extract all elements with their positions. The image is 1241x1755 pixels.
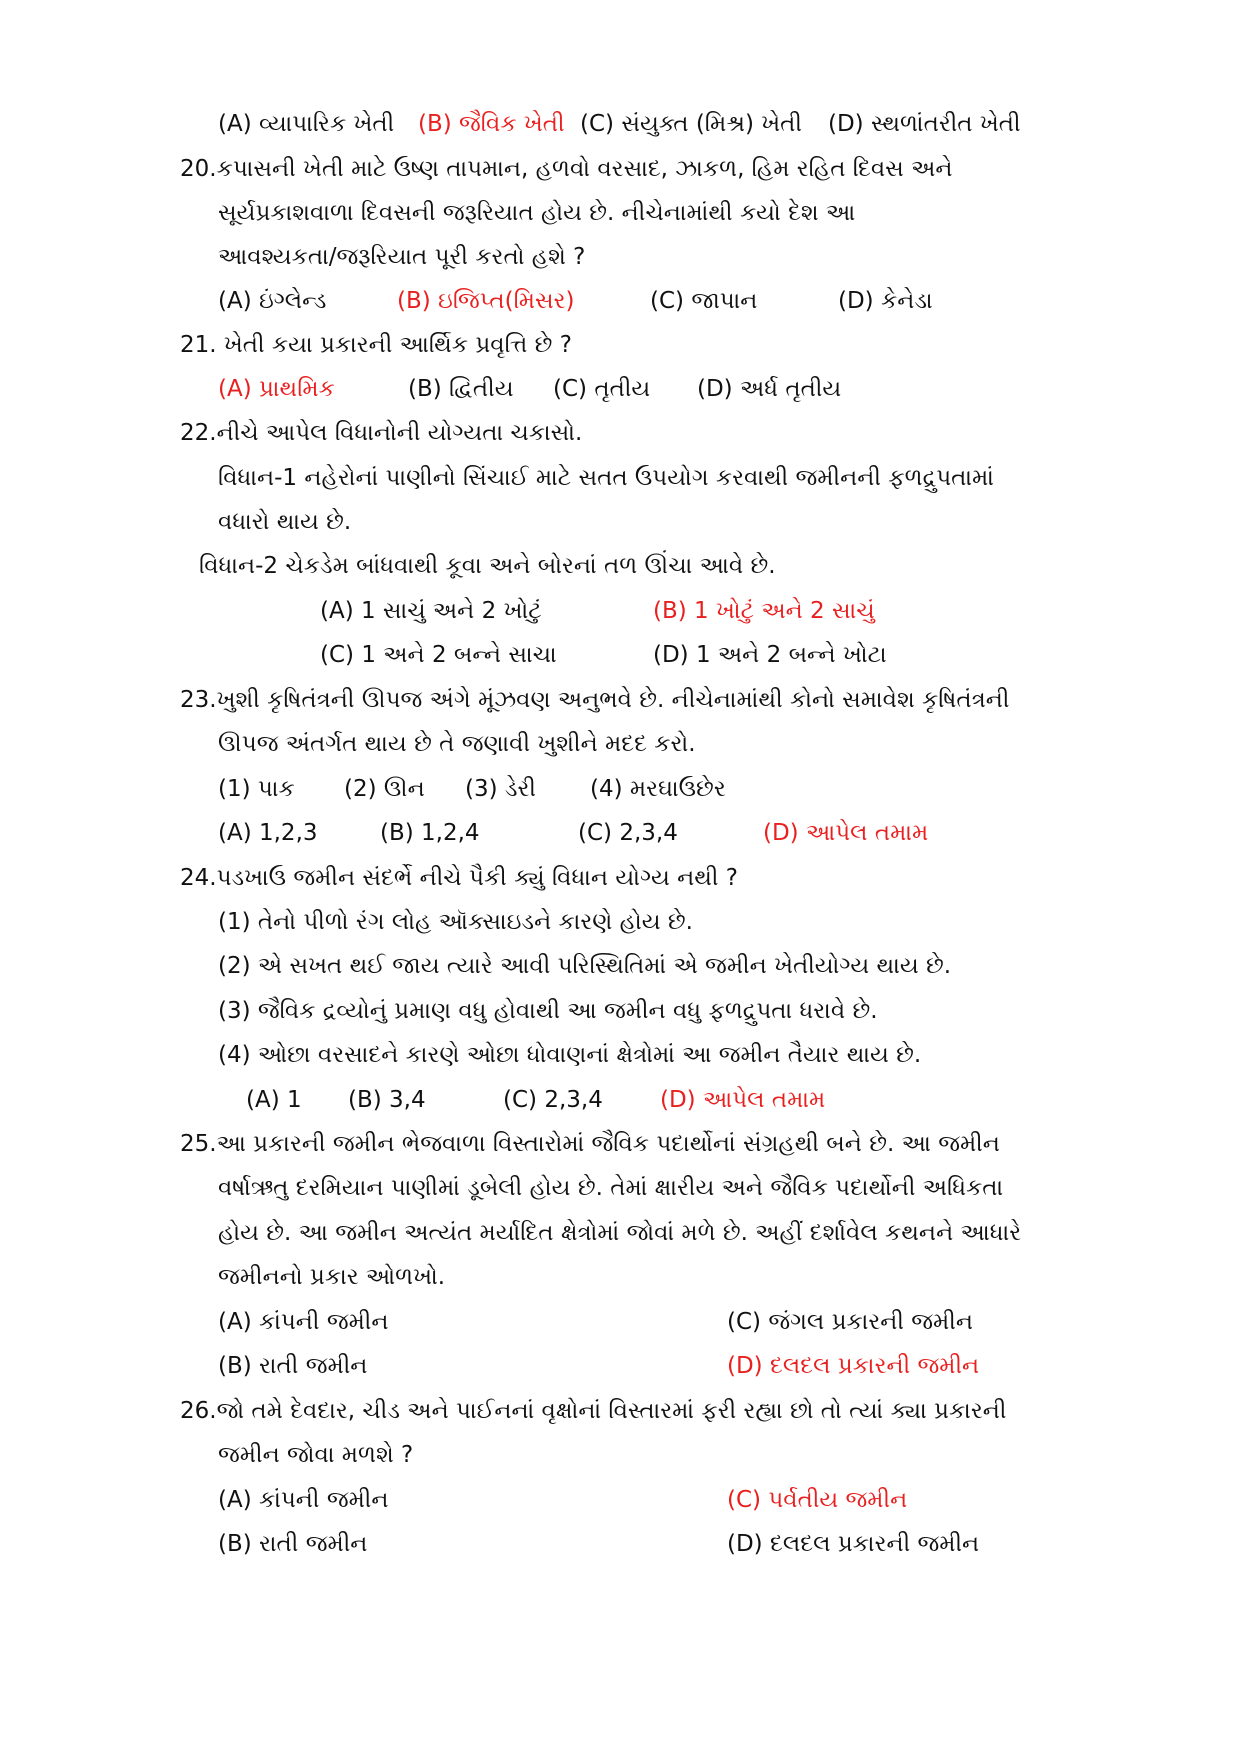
q22-statement-1-line2: વધારો થાય છે. — [218, 509, 352, 535]
q25-option-d-correct: (D) દલદલ પ્રકારની જમીન — [727, 1353, 980, 1379]
q22-option-c: (C) 1 અને 2 બન્ને સાચા — [320, 642, 557, 668]
q23-option-a: (A) 1,2,3 — [218, 820, 318, 846]
q24-statement-4: (4) ઓછા વરસાદને કારણે ઓછા ધોવાણનાં ક્ષેત્રોમાં આ જમીન તૈયાર થાય છે. — [218, 1042, 922, 1068]
q23-option-b: (B) 1,2,4 — [380, 820, 480, 846]
q25-question-line4: જમીનનો પ્રકાર ઓળખો. — [218, 1264, 446, 1290]
q23-question-line2: ઊપજ અંતર્ગત થાય છે તે જણાવી ખુશીને મદદ કરો. — [218, 731, 696, 757]
q21-option-a-correct: (A) પ્રાથમિક — [218, 376, 335, 402]
q25-question-line3: હોય છે. આ જમીન અત્યંત મર્યાદિત ક્ષેત્રોમાં જોવાં મળે છે. અહીં દર્શાવેલ કથનને આધારે — [218, 1220, 1022, 1246]
q20-question-line2: સૂર્યપ્રકાશવાળા દિવસની જરૂરિયાત હોય છે. નીચેનામાંથી કયો દેશ આ — [218, 200, 856, 226]
q20-question-line3: આવશ્યકતા/જરૂરિયાત પૂરી કરતો હશે ? — [218, 244, 586, 270]
q20-option-a: (A) ઇંગ્લેન્ડ — [218, 288, 327, 314]
q26-option-c-correct: (C) પર્વતીય જમીન — [727, 1487, 908, 1513]
q26-option-d: (D) દલદલ પ્રકારની જમીન — [727, 1531, 980, 1557]
q22-question-line1: 22.નીચે આપેલ વિધાનોની યોગ્યતા ચકાસો. — [180, 420, 583, 446]
q22-option-b-correct: (B) 1 ખોટું અને 2 સાચું — [653, 598, 875, 624]
q26-question-line2: જમીન જોવા મળશે ? — [218, 1442, 414, 1468]
q26-option-b: (B) રાતી જમીન — [218, 1531, 368, 1557]
q25-option-a: (A) કાંપની જમીન — [218, 1309, 389, 1335]
q19-option-c: (C) સંયુક્ત (મિશ્ર) ખેતી — [580, 111, 803, 137]
q23-option-c: (C) 2,3,4 — [578, 820, 678, 846]
q23-item-3: (3) ડેરી — [465, 776, 536, 802]
q21-option-b: (B) દ્વિતીય — [408, 376, 514, 402]
q23-question-line1: 23.ખુશી કૃષિતંત્રની ઊપજ અંગે મૂંઝવણ અનુભવે છે. નીચેનામાંથી કોનો સમાવેશ કૃષિતંત્રની — [180, 687, 1010, 713]
q20-question-line1: 20.કપાસની ખેતી માટે ઉષ્ણ તાપમાન, હળવો વરસાદ, ઝાકળ, હિમ રહિત દિવસ અને — [180, 156, 953, 182]
q22-statement-1-line1: વિધાન-1 નહેરોનાં પાણીનો સિંચાઈ માટે સતત ઉપયોગ કરવાથી જમીનની ફળદ્રુપતામાં — [218, 465, 994, 491]
q21-question: 21. ખેતી કયા પ્રકારની આર્થિક પ્રવૃત્તિ છે ? — [180, 332, 572, 358]
q20-option-d: (D) કેનેડા — [838, 288, 933, 314]
q19-option-a: (A) વ્યાપારિક ખેતી — [218, 111, 395, 137]
q24-option-c: (C) 2,3,4 — [503, 1087, 603, 1113]
q19-option-d: (D) સ્થળાંતરીત ખેતી — [828, 111, 1021, 137]
q24-statement-3: (3) જૈવિક દ્રવ્યોનું પ્રમાણ વધુ હોવાથી આ જમીન વધુ ફળદ્રુપતા ધરાવે છે. — [218, 998, 878, 1024]
q22-option-d: (D) 1 અને 2 બન્ને ખોટા — [653, 642, 887, 668]
q24-statement-2: (2) એ સખત થઈ જાય ત્યારે આવી પરિસ્થિતિમાં એ જમીન ખેતીયોગ્ય થાય છે. — [218, 953, 952, 979]
q24-option-b: (B) 3,4 — [348, 1087, 426, 1113]
q26-question-line1: 26.જો તમે દેવદાર, ચીડ અને પાઈનનાં વૃક્ષોનાં વિસ્તારમાં ફરી રહ્યા છો તો ત્યાં ક્યા પ્રકારની — [180, 1398, 1007, 1424]
q22-option-a: (A) 1 સાચું અને 2 ખોટું — [320, 598, 542, 624]
q26-option-a: (A) કાંપની જમીન — [218, 1487, 389, 1513]
q21-option-d: (D) અર્ધ તૃતીય — [697, 376, 842, 402]
q22-statement-2: વિધાન-2 ચેકડેમ બાંધવાથી કૂવા અને બોરનાં તળ ઊંચા આવે છે. — [199, 553, 776, 579]
q24-question: 24.પડખાઉ જમીન સંદર્ભે નીચે પૈકી ક્યું વિધાન યોગ્ય નથી ? — [180, 865, 738, 891]
q19-option-b-correct: (B) જૈવિક ખેતી — [418, 111, 565, 137]
q24-statement-1: (1) તેનો પીળો રંગ લોહ ઑક્સાઇડને કારણે હોય છે. — [218, 909, 693, 935]
q24-option-a: (A) 1 — [246, 1087, 302, 1113]
q23-item-4: (4) મરઘાઉછેર — [590, 776, 726, 802]
q23-item-2: (2) ઊન — [344, 776, 425, 802]
q25-option-c: (C) જંગલ પ્રકારની જમીન — [727, 1309, 973, 1335]
q24-option-d-correct: (D) આપેલ તમામ — [660, 1087, 826, 1113]
q23-option-d-correct: (D) આપેલ તમામ — [763, 820, 929, 846]
q20-option-c: (C) જાપાન — [650, 288, 758, 314]
q25-option-b: (B) રાતી જમીન — [218, 1353, 368, 1379]
q25-question-line2: વર્ષાઋતુ દરમિયાન પાણીમાં ડૂબેલી હોય છે. તેમાં ક્ષારીય અને જૈવિક પદાર્થોની અધિકતા — [218, 1175, 1004, 1201]
q20-option-b-correct: (B) ઇજિપ્ત(મિસર) — [397, 288, 575, 314]
q23-item-1: (1) પાક — [218, 776, 295, 802]
q21-option-c: (C) તૃતીય — [553, 376, 651, 402]
q25-question-line1: 25.આ પ્રકારની જમીન ભેજવાળા વિસ્તારોમાં જૈવિક પદાર્થોનાં સંગ્રહથી બને છે. આ જમીન — [180, 1131, 1000, 1157]
